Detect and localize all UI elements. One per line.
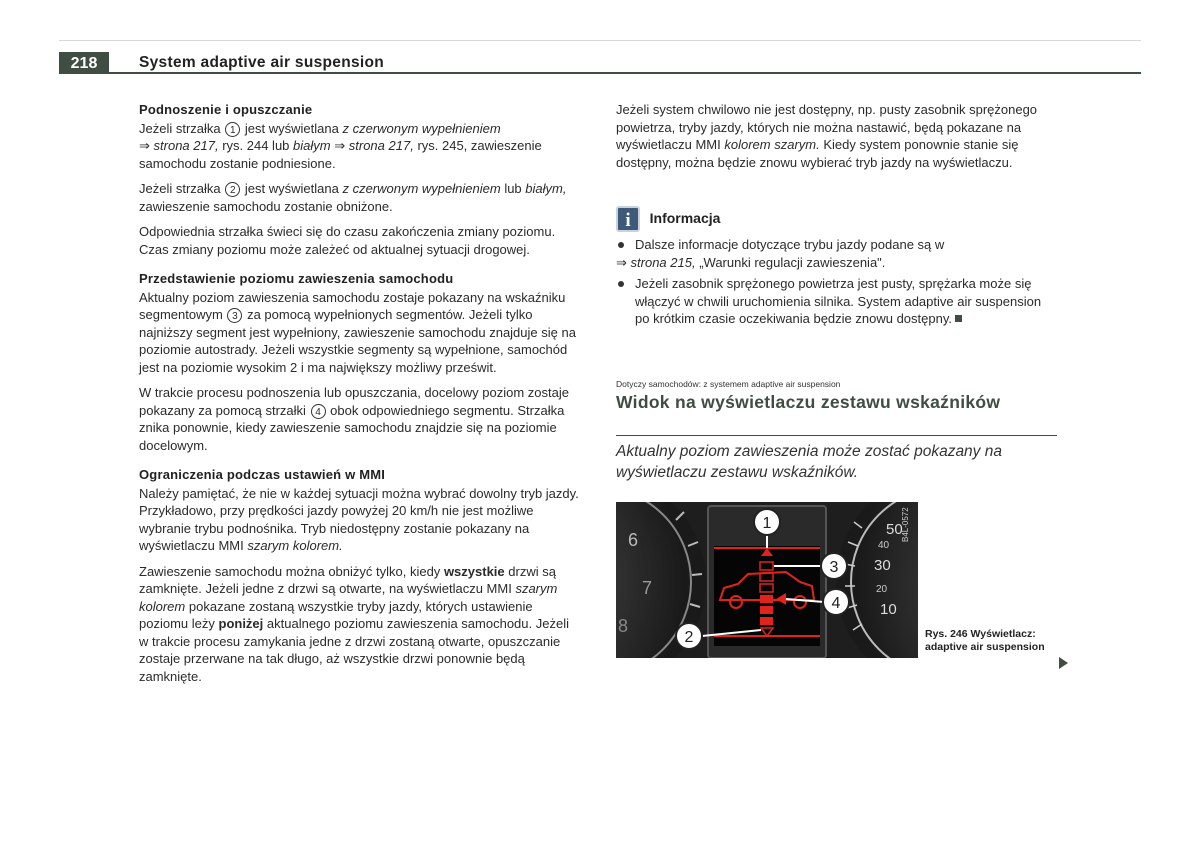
info-box xyxy=(616,206,1056,328)
section-rule xyxy=(616,435,1057,436)
section-heading: Podnoszenie i opuszczanie xyxy=(139,102,313,117)
applicability-note: Dotyczy samochodów: z systemem adaptive air suspension xyxy=(616,379,841,389)
gauge-right-label-20: 20 xyxy=(876,584,888,595)
callout-3-label: 3 xyxy=(829,559,839,576)
chapter-title: System adaptive air suspension xyxy=(139,54,385,71)
paragraph: Zawieszenie samochodu można obniżyć tylko, kiedy wszystkie drzwi są zamknięte. Jeżeli jedne z drzwi są otwarte, na wyświetlaczu MMI szarym kolorem pokazane zostaną wszystkie tryby jazdy, których ustawienie poziomu leży poniżej aktualnego poziomu zawieszenia samochodu. Jeżeli w trakcie procesu zamykania jedne z drzwi zostaną otwarte, opuszczanie zostaje przerwane na tak długo, aż wszystkie drzwi ponownie będą zamknięte. xyxy=(139,563,569,684)
left-column xyxy=(139,101,579,693)
level-segment xyxy=(760,595,773,603)
figure-code: B4L-0572 xyxy=(901,507,910,542)
paragraph: Jeżeli strzałka 2 jest wyświetlana z czerwonym wypełnieniem lub białym, zawieszenie samochodu zostanie obniżone. xyxy=(139,181,567,214)
page-number: 218 xyxy=(59,52,109,74)
page-header xyxy=(59,52,1141,74)
gauge-left-label-6: 6 xyxy=(628,530,639,550)
gauge-right-label-10: 10 xyxy=(880,601,897,618)
info-icon: i xyxy=(616,206,640,232)
section-heading: Przedstawienie poziomu zawieszenia samochodu xyxy=(139,271,454,286)
paragraph: Aktualny poziom zawieszenia samochodu zostaje pokazany na wskaźniku segmentowym 3 za pomocą wypełnionych segmentów. Jeżeli tylko najniższy segment jest wypełniony, zawieszenie samochodu znajduje się na poziomie autostrady. Jeżeli wszystkie segmenty są wypełnione, samochód jest na poziomie wysokim 2 i ma największy możliwy prześwit. xyxy=(139,289,576,375)
callout-1-ref: 1 xyxy=(225,122,240,137)
section-heading: Ograniczenia podczas ustawień w MMI xyxy=(139,467,386,482)
bullet-dot xyxy=(618,281,624,287)
right-column xyxy=(616,101,1056,179)
instrument-cluster-figure xyxy=(616,502,918,658)
paragraph: Należy pamiętać, że nie w każdej sytuacji można wybrać dowolny tryb jazdy. Przykładowo, przy prędkości jazdy powyżej 20 km/h nie jest możliwe wybranie trybu podnośnika. Tryb niedostępny zostanie pokazany na wyświetlaczu MMI szarym kolorem. xyxy=(139,485,579,553)
paragraph: Jeżeli strzałka 1 jest wyświetlana z czerwonym wypełnieniem ⇒ strona 217, rys. 244 lub białym ⇒ strona 217, rys. 245, zawieszenie samochodu zostanie podniesione. xyxy=(139,120,542,171)
top-rule xyxy=(59,40,1141,41)
gauge-left-label-8: 8 xyxy=(618,616,629,636)
callout-4-ref: 4 xyxy=(311,404,326,419)
section-title: Widok na wyświetlaczu zestawu wskaźników xyxy=(616,392,1001,412)
caption-text: Wyświetlacz: adaptive air suspension xyxy=(925,628,1045,653)
gauge-right-label-40: 40 xyxy=(878,540,890,551)
level-segment xyxy=(760,617,773,625)
callout-1-label: 1 xyxy=(762,515,772,532)
info-bullet: Jeżeli zasobnik sprężonego powietrza jest pusty, sprężarka może się włączyć w chwili uruchomienia silnika. System adaptive air suspension po krótkim czasie oczekiwania będzie znowu dostępny. xyxy=(616,275,1056,328)
gauge-right-label-30: 30 xyxy=(874,557,891,574)
paragraph: W trakcie procesu podnoszenia lub opuszczania, docelowy poziom zostaje pokazany za pomocą strzałki 4 obok odpowiedniego segmentu. Strzałka znika ponownie, kiedy zawieszenie samochodu znajdzie się na poziomie docelowym. xyxy=(139,385,569,453)
callout-2-ref: 2 xyxy=(225,182,240,197)
gauge-left-label-7: 7 xyxy=(642,578,653,598)
info-title: Informacja xyxy=(649,210,721,227)
figure-caption xyxy=(925,628,1065,654)
bullet-dot xyxy=(618,242,624,248)
next-page-arrow-icon xyxy=(1059,657,1068,669)
header-rule xyxy=(109,72,1141,74)
paragraph: Odpowiednia strzałka świeci się do czasu zakończenia zmiany poziomu. Czas zmiany poziomu może zależeć od aktualnej sytuacji drogowej. xyxy=(139,224,556,257)
lead-text: Aktualny poziom zawieszenia może zostać pokazany na wyświetlaczu zestawu wskaźników. xyxy=(616,443,1002,481)
caption-label: Rys. 246 xyxy=(925,628,968,640)
callout-2-label: 2 xyxy=(684,629,694,646)
info-header xyxy=(616,206,1056,232)
end-marker xyxy=(955,315,962,322)
gauge-right-label-50: 50 xyxy=(886,521,903,538)
paragraph: Jeżeli system chwilowo nie jest dostępny, np. pusty zasobnik sprężonego powietrza, tryby jazdy, których nie można nastawić, będą pokazane na wyświetlaczu MMI kolorem szarym. Kiedy system ponownie stanie się dostępny, można będzie znowu wybierać tryb jazdy na wyświetlaczu. xyxy=(616,102,1038,170)
cluster-illustration xyxy=(616,502,918,658)
level-segment xyxy=(760,606,773,614)
callout-4-label: 4 xyxy=(831,595,841,612)
callout-3-ref: 3 xyxy=(227,308,242,323)
info-bullet: Dalsze informacje dotyczące trybu jazdy podane są w ⇒ strona 215, „Warunki regulacji zawieszenia". xyxy=(616,237,945,270)
